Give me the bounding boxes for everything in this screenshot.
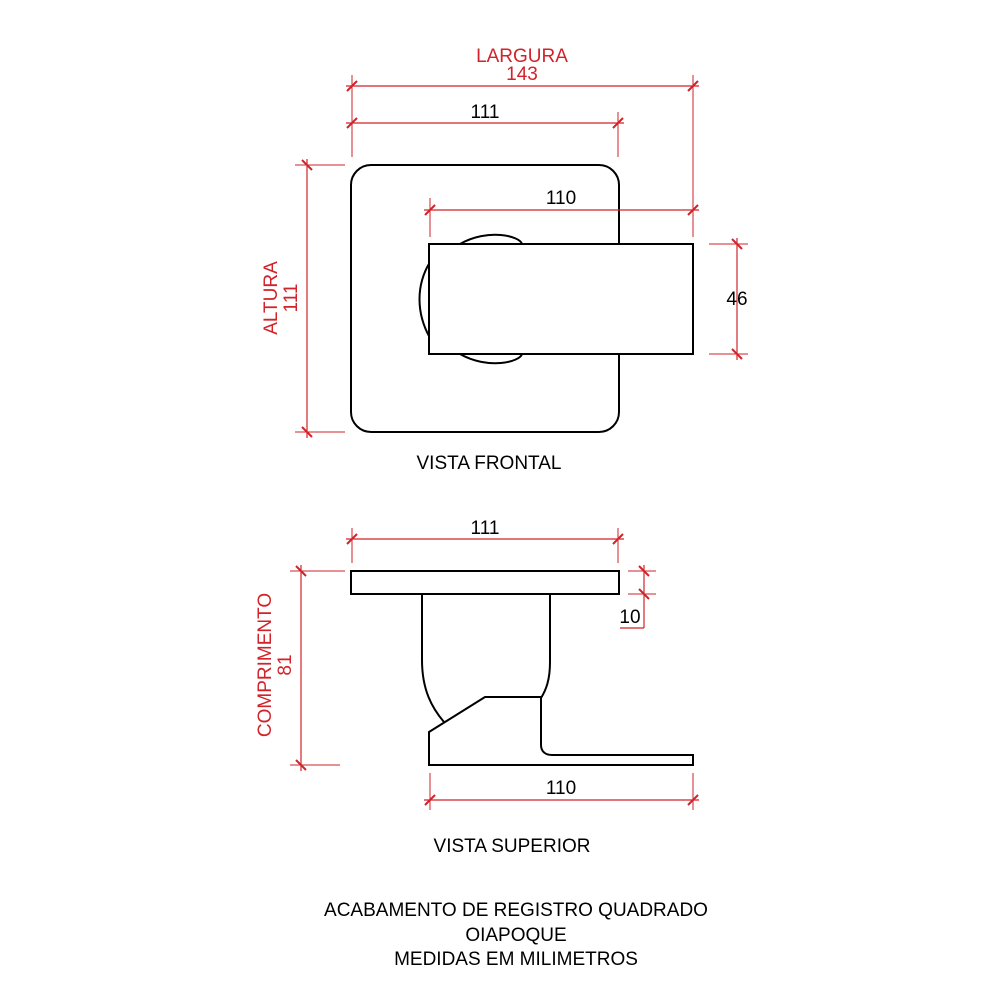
height-label: ALTURA	[261, 261, 282, 335]
height-value: 111	[281, 283, 302, 313]
width-value: 143	[506, 64, 538, 85]
front-view	[261, 46, 748, 474]
caption-line-3: MEDIDAS EM MILIMETROS	[394, 949, 638, 970]
top-view-title: VISTA SUPERIOR	[433, 836, 591, 857]
front-handle-length-value: 110	[545, 188, 577, 209]
top-handle-length-value: 110	[545, 778, 577, 799]
top-handle-outline	[429, 697, 693, 765]
front-plate-width-value: 111	[470, 102, 500, 123]
top-plate-outline	[351, 571, 619, 594]
length-value: 81	[275, 654, 296, 676]
front-view-title: VISTA FRONTAL	[416, 453, 562, 474]
width-label: LARGURA	[476, 46, 568, 67]
top-plate-thickness-value: 10	[619, 607, 641, 628]
top-plate-width-value: 111	[470, 518, 500, 539]
length-label: COMPRIMENTO	[255, 592, 276, 738]
caption	[324, 900, 708, 970]
top-view	[255, 518, 699, 857]
caption-line-1: ACABAMENTO DE REGISTRO QUADRADO	[324, 900, 708, 921]
caption-line-2: OIAPOQUE	[465, 925, 567, 946]
front-handle-outline	[429, 244, 693, 354]
front-handle-height-value: 46	[726, 289, 748, 310]
